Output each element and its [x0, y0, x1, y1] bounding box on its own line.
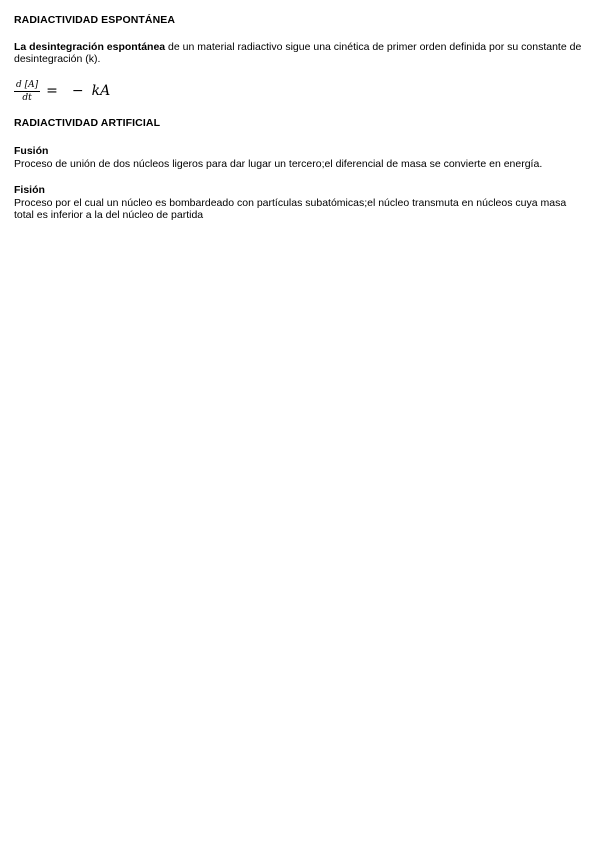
equation-fraction [14, 80, 40, 103]
equation-rhs: kA [91, 83, 111, 100]
document-page [14, 14, 586, 222]
equation-equals: = [46, 83, 58, 100]
fusion-title: Fusión [14, 145, 49, 157]
intro-bold-term: La desintegración espontánea [14, 40, 166, 53]
fision-text: Proceso por el cual un núcleo es bombardeado con partículas subatómicas;el núcleo transmuta en núcleos cuya masa total es inferior a la del núcleo de partida [14, 196, 567, 221]
rate-equation [14, 79, 586, 105]
equation-denominator: dt [22, 93, 32, 103]
fusion-text: Proceso de unión de dos núcleos ligeros para dar lugar un tercero;el diferencial de masa se convierte en energía. [14, 157, 543, 170]
heading-radiactividad-espontanea: RADIACTIVIDAD ESPONTÁNEA [14, 14, 176, 26]
equation-numerator: d [A] [16, 80, 39, 90]
intro-paragraph [14, 41, 586, 66]
fision-title: Fisión [14, 184, 45, 196]
heading-radiactividad-artificial: RADIACTIVIDAD ARTIFICIAL [14, 116, 161, 129]
intro-text: de un material radiactivo sigue una cinética de primer orden definida por su constante de desintegración (k). [14, 40, 582, 65]
equation-minus: − [71, 83, 84, 100]
